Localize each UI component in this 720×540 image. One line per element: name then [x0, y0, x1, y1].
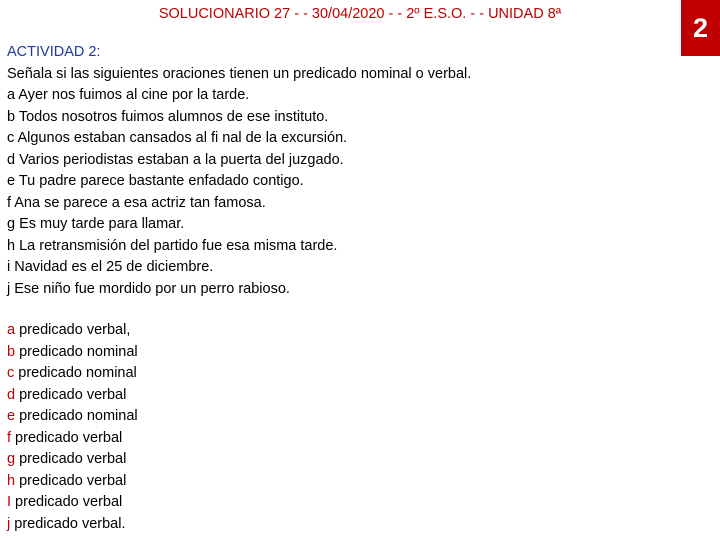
answers-list	[7, 320, 138, 535]
answer-text: predicado verbal	[11, 494, 123, 510]
answer-j	[7, 514, 138, 536]
page-number-badge: 2	[681, 0, 720, 56]
answer-i	[7, 492, 138, 514]
answer-g	[7, 449, 138, 471]
sentence-f: f Ana se parece a esa actriz tan famosa.	[7, 194, 266, 211]
sentence-b: b Todos nosotros fuimos alumnos de ese instituto.	[7, 108, 329, 125]
answer-text: predicado verbal.	[10, 515, 126, 532]
activity-section	[7, 42, 471, 300]
answer-letter: e	[7, 408, 16, 424]
answer-d	[7, 385, 138, 407]
activity-instruction: Señala si las siguientes oraciones tienen un predicado nominal o verbal.	[7, 65, 472, 82]
page-header-title: SOLUCIONARIO 27 - - 30/04/2020 - - 2º E.S.O. - - UNIDAD 8ª	[158, 6, 562, 22]
sentence-a: a Ayer nos fuimos al cine por la tarde.	[7, 87, 250, 103]
sentence-c: c Algunos estaban cansados al fi nal de la excursión.	[7, 130, 348, 146]
answer-letter: c	[7, 365, 15, 381]
activity-title: ACTIVIDAD 2:	[7, 44, 101, 60]
answer-text: predicado verbal	[15, 451, 127, 467]
answer-e	[7, 406, 138, 428]
answer-text: predicado nominal	[14, 365, 137, 381]
sentence-d: d Varios periodistas estaban a la puerta del juzgado.	[7, 151, 344, 168]
answer-h	[7, 471, 138, 493]
answer-text: predicado verbal,	[15, 322, 131, 338]
answer-text: predicado verbal	[15, 472, 127, 489]
sentence-g: g Es muy tarde para llamar.	[7, 216, 185, 232]
sentence-i: i Navidad es el 25 de diciembre.	[7, 259, 214, 275]
answer-a	[7, 320, 138, 342]
answer-c	[7, 363, 138, 385]
answer-f	[7, 428, 138, 450]
answer-letter: h	[7, 472, 16, 489]
answer-letter: a	[7, 322, 16, 338]
answer-text: predicado verbal	[11, 429, 123, 446]
answer-letter: j	[7, 515, 11, 532]
answer-text: predicado nominal	[15, 343, 138, 360]
answer-letter: g	[7, 451, 16, 467]
answer-text: predicado nominal	[15, 408, 138, 424]
answer-letter: d	[7, 386, 16, 403]
answer-text: predicado verbal	[15, 386, 127, 403]
answer-letter: b	[7, 343, 16, 360]
sentence-h: h La retransmisión del partido fue esa misma tarde.	[7, 237, 338, 254]
answer-letter: f	[7, 429, 12, 446]
answer-letter: I	[7, 494, 12, 510]
sentence-j: j Ese niño fue mordido por un perro rabioso.	[7, 280, 290, 297]
sentence-e: e Tu padre parece bastante enfadado contigo.	[7, 173, 304, 189]
answer-b	[7, 342, 138, 364]
